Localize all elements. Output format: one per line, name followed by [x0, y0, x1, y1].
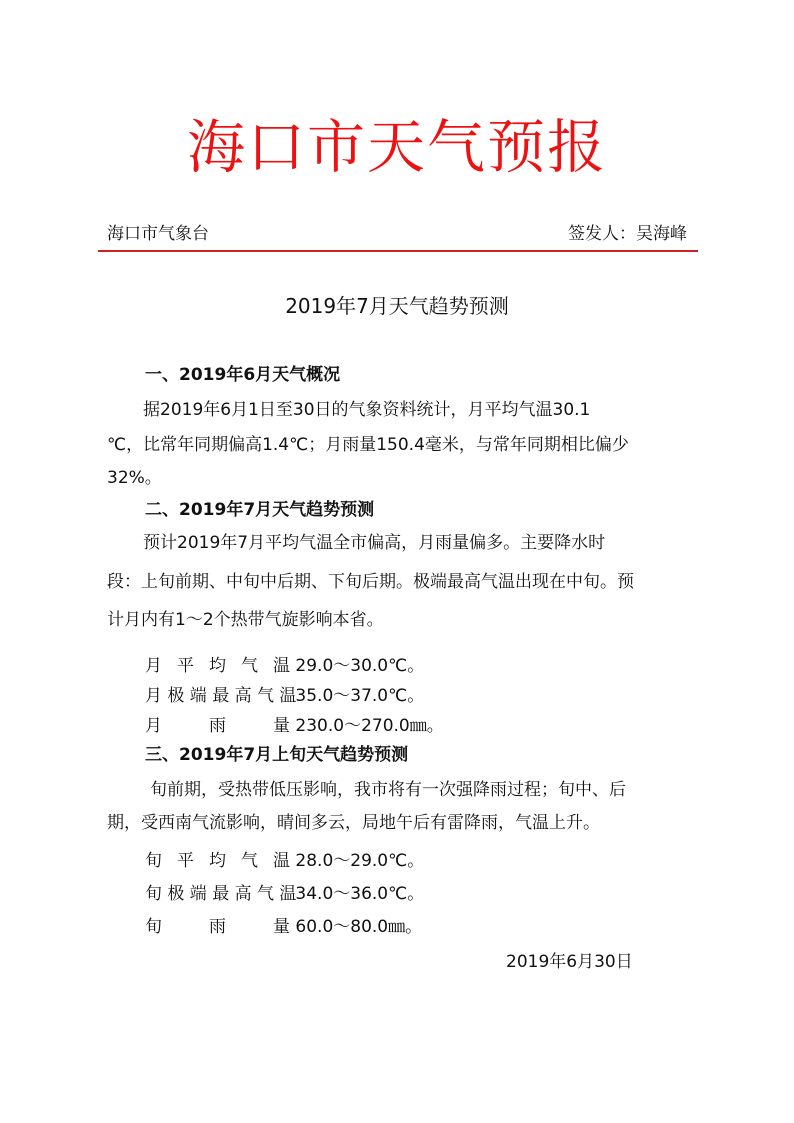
stat-label: 旬 平 均 气 温 — [145, 851, 290, 871]
paragraph-line: 预计2019年7月平均气温全市偏高，月雨量偏多。主要降水时 — [143, 533, 606, 553]
stat-value: 28.0～29.0℃。 — [295, 851, 425, 871]
section-1-heading: 一、2019年6月天气概况 — [145, 365, 341, 385]
stat-value: 60.0～80.0㎜。 — [295, 917, 423, 937]
paragraph-line: 32%。 — [107, 468, 162, 488]
stat-row — [145, 912, 422, 937]
stat-value: 35.0～37.0℃。 — [295, 686, 425, 706]
stat-row — [145, 879, 424, 904]
stat-value: 34.0～36.0℃。 — [295, 884, 425, 904]
stat-value: 230.0～270.0㎜。 — [295, 716, 444, 736]
paragraph-line: 旬前期，受热带低压影响，我市将有一次强降雨过程；旬中、后 — [150, 780, 626, 800]
issuer: 海口市气象台 — [107, 224, 209, 244]
stat-row — [145, 681, 424, 706]
paragraph-line: 段：上旬前期、中旬中后期、下旬后期。极端最高气温出现在中旬。预 — [107, 572, 634, 592]
issue-date: 2019年6月30日 — [506, 952, 633, 972]
stat-row — [145, 651, 424, 676]
stat-label: 旬 雨 量 — [145, 917, 290, 937]
stat-label: 月 平 均 气 温 — [145, 656, 290, 676]
paragraph-line: 计月内有1～2个热带气旋影响本省。 — [107, 610, 384, 630]
stat-label: 旬 极 端 最 高 气 温 — [145, 884, 297, 904]
stat-row — [145, 846, 424, 871]
paragraph-line: ℃，比常年同期偏高1.4℃；月雨量150.4毫米，与常年同期相比偏少 — [107, 435, 629, 455]
stat-row — [145, 711, 444, 736]
masthead-title: 海口市天气预报 — [186, 113, 607, 181]
stat-label: 月 雨 量 — [145, 716, 290, 736]
section-3-heading: 三、2019年7月上旬天气趋势预测 — [145, 745, 409, 765]
document-title: 2019年7月天气趋势预测 — [285, 294, 509, 318]
paragraph-line: 期，受西南气流影响，晴间多云，局地午后有雷降雨，气温上升。 — [107, 813, 600, 833]
stat-label: 月 极 端 最 高 气 温 — [145, 686, 297, 706]
red-divider — [98, 250, 698, 252]
paragraph-line: 据2019年6月1日至30日的气象资料统计，月平均气温30.1 — [143, 400, 591, 420]
signer: 签发人：吴海峰 — [568, 224, 687, 244]
stat-value: 29.0～30.0℃。 — [295, 656, 425, 676]
section-2-heading: 二、2019年7月天气趋势预测 — [145, 500, 375, 520]
